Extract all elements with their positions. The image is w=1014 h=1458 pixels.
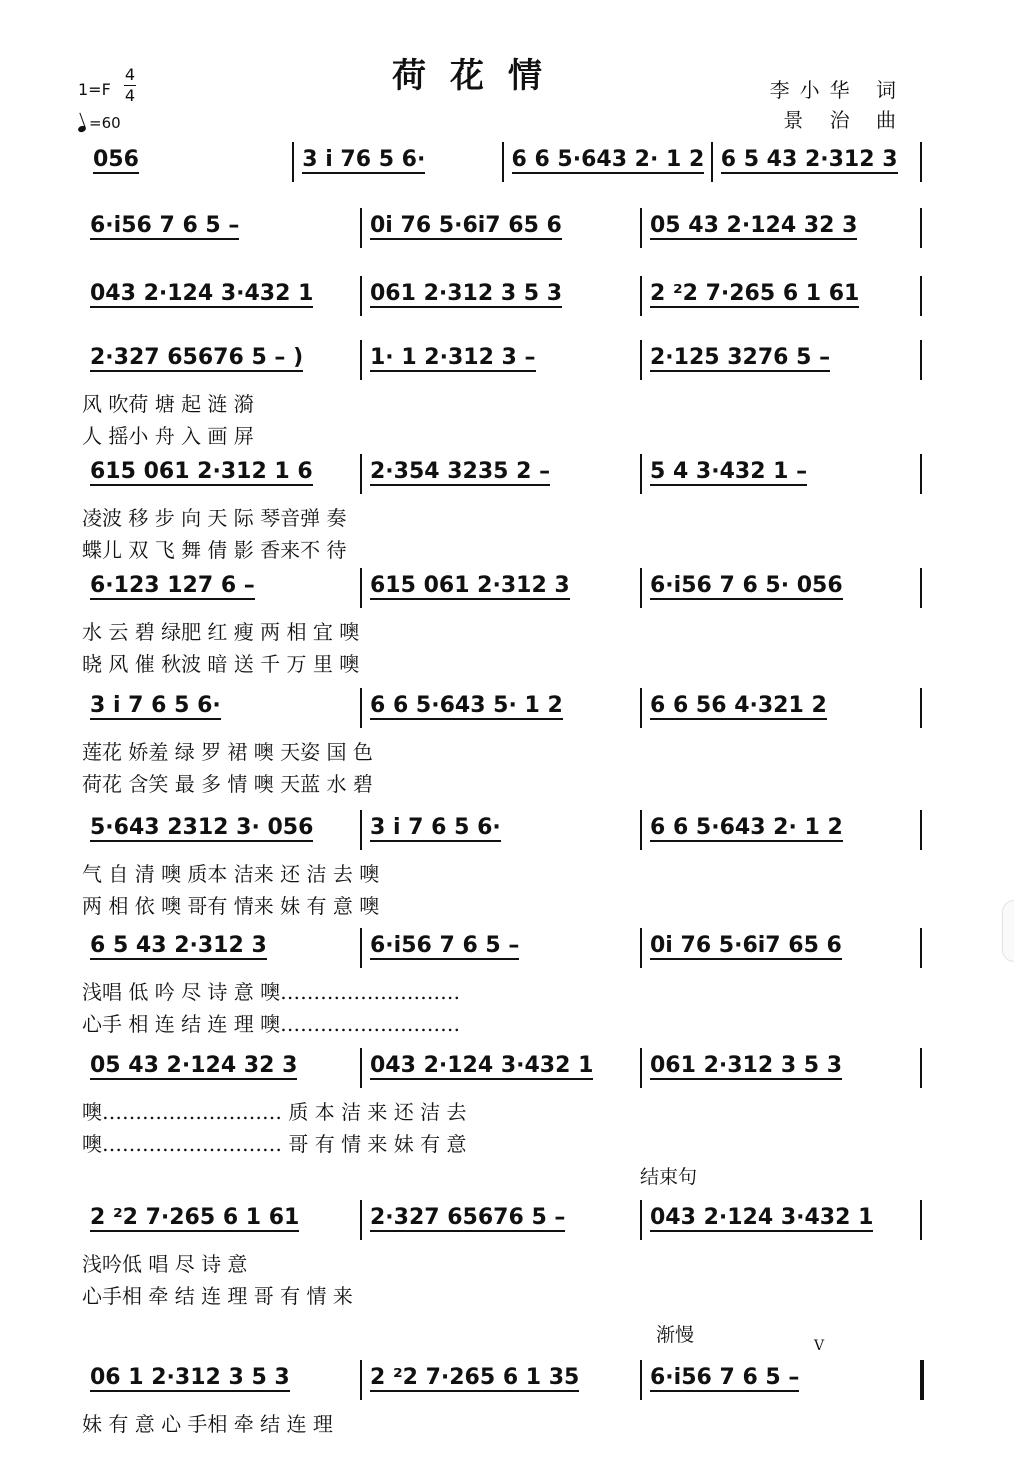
barline	[920, 688, 922, 728]
tempo-marking: =60	[78, 114, 121, 132]
measure-notes: 6 5 43 2·312 3	[90, 933, 267, 958]
notation-line	[82, 460, 922, 500]
barline	[920, 208, 922, 248]
notation-line	[82, 346, 922, 386]
barline	[640, 1200, 642, 1240]
lyric-line	[82, 1128, 922, 1158]
barline	[502, 142, 504, 182]
notation-line	[82, 282, 922, 322]
lyric-line	[82, 768, 922, 798]
measure-notes: 3 i 7 6 5 6·	[370, 815, 501, 840]
measure-notes: 6·i56 7 6 5 –	[90, 213, 240, 238]
lyric-text: 气 自 清 噢 质本 洁来 还 洁 去 噢	[82, 862, 380, 886]
notation-line	[82, 1366, 922, 1406]
lyric-line	[82, 1280, 922, 1310]
barline	[360, 1360, 362, 1400]
measure-notes: 043 2·124 3·432 1	[370, 1053, 594, 1078]
measure-notes: 3 i 7 6 5 6·	[90, 693, 221, 718]
measure-notes: 0i 76 5·6i7 65 6	[650, 933, 842, 958]
barline	[640, 208, 642, 248]
measure-notes: 3 i 76 5 6·	[302, 147, 426, 172]
measure-notes: 2·327 65676 5 – )	[90, 345, 304, 370]
barline	[640, 276, 642, 316]
lyric-text: 浅唱 低 吟 尽 诗 意 噢………………………	[82, 980, 461, 1004]
measure-notes: 6·i56 7 6 5 –	[370, 933, 520, 958]
measure-notes: 2 ²2 7·265 6 1 61	[90, 1205, 300, 1230]
notation-line	[82, 148, 922, 188]
notation-line	[82, 1206, 922, 1246]
key-signature: 1=F	[78, 80, 111, 99]
measure-notes: 6·123 127 6 –	[90, 573, 255, 598]
barline	[360, 1048, 362, 1088]
measure-notes: 6 6 5·643 2· 1 2	[650, 815, 843, 840]
measure-notes: 061 2·312 3 5 3	[650, 1053, 843, 1078]
measure-notes: 6 6 5·643 5· 1 2	[370, 693, 563, 718]
measure-notes: 05 43 2·124 32 3	[650, 213, 858, 238]
lyric-text: 人 摇小 舟 入 画 屏	[82, 424, 254, 448]
lyric-text: 蝶儿 双 飞 舞 倩 影 香来不 待	[82, 538, 347, 562]
lyric-text: 心手相 牵 结 连 理 哥 有 情 来	[82, 1284, 353, 1308]
measure-notes: 6 6 56 4·321 2	[650, 693, 827, 718]
lyric-line	[82, 388, 922, 418]
lyric-text: 水 云 碧 绿肥 红 瘦 两 相 宜 噢	[82, 620, 360, 644]
barline	[360, 454, 362, 494]
measure-notes: 056	[93, 147, 139, 172]
barline	[360, 928, 362, 968]
barline	[640, 454, 642, 494]
lyric-text: 浅吟低 唱 尽 诗 意	[82, 1252, 248, 1276]
measure-notes: 043 2·124 3·432 1	[90, 281, 314, 306]
barline	[920, 810, 922, 850]
measure-notes: 2·327 65676 5 –	[370, 1205, 566, 1230]
slowing-mark: 渐慢	[656, 1324, 695, 1346]
barline	[920, 1048, 922, 1088]
barline	[920, 142, 922, 182]
measure-notes: 06 1 2·312 3 5 3	[90, 1365, 290, 1390]
lyric-text: 噢……………………… 哥 有 情 来 妹 有 意	[82, 1132, 467, 1156]
barline	[360, 810, 362, 850]
song-title: 荷花情	[392, 56, 566, 96]
lyric-line	[82, 534, 922, 564]
measure-notes: 615 061 2·312 3	[370, 573, 570, 598]
barline	[920, 1360, 924, 1400]
lyric-text: 风 吹荷 塘 起 涟 漪	[82, 392, 254, 416]
lyric-line	[82, 648, 922, 678]
ending-mark: 结束句	[640, 1166, 698, 1188]
measure-notes: 6·i56 7 6 5· 056	[650, 573, 843, 598]
notation-line	[82, 934, 922, 974]
lyric-text: 心手 相 连 结 连 理 噢………………………	[82, 1012, 461, 1036]
barline	[360, 208, 362, 248]
measure-notes: 2 ²2 7·265 6 1 35	[370, 1365, 580, 1390]
measure-notes: 6 5 43 2·312 3	[720, 147, 898, 172]
time-signature: 4 4	[124, 65, 136, 105]
barline	[920, 568, 922, 608]
lyric-line	[82, 1408, 922, 1438]
barline	[920, 1200, 922, 1240]
barline	[920, 928, 922, 968]
breath-mark: V	[814, 1338, 825, 1354]
barline	[360, 568, 362, 608]
barline	[360, 340, 362, 380]
barline	[640, 1360, 642, 1400]
quarter-note-icon	[77, 125, 87, 133]
measure-notes: 2 ²2 7·265 6 1 61	[650, 281, 860, 306]
lyric-text: 妹 有 意 心 手相 牵 结 连 理	[82, 1412, 333, 1436]
lyric-line	[82, 1008, 922, 1038]
lyric-text: 荷花 含笑 最 多 情 噢 天蓝 水 碧	[82, 772, 373, 796]
barline	[360, 276, 362, 316]
barline	[640, 340, 642, 380]
measure-notes: 5·643 2312 3· 056	[90, 815, 314, 840]
barline	[640, 928, 642, 968]
measure-notes: 2·125 3276 5 –	[650, 345, 831, 370]
scroll-handle[interactable]	[1002, 900, 1014, 962]
measure-notes: 6 6 5·643 2· 1 2	[511, 147, 705, 172]
lyric-text: 两 相 依 噢 哥有 情来 妹 有 意 噢	[82, 894, 380, 918]
lyric-line	[82, 890, 922, 920]
barline	[640, 688, 642, 728]
barline	[920, 340, 922, 380]
barline	[640, 568, 642, 608]
lyric-line	[82, 1248, 922, 1278]
lyric-line	[82, 976, 922, 1006]
measure-notes: 05 43 2·124 32 3	[90, 1053, 298, 1078]
measure-notes: 043 2·124 3·432 1	[650, 1205, 874, 1230]
composer-credit: 景 治 曲	[783, 108, 906, 132]
measure-notes: 615 061 2·312 1 6	[90, 459, 313, 484]
lyric-text: 晓 风 催 秋波 暗 送 千 万 里 噢	[82, 652, 360, 676]
measure-notes: 6·i56 7 6 5 –	[650, 1365, 800, 1390]
lyric-line	[82, 420, 922, 450]
notation-line	[82, 816, 922, 856]
barline	[360, 1200, 362, 1240]
lyric-line	[82, 736, 922, 766]
lyric-text: 噢……………………… 质 本 洁 来 还 洁 去	[82, 1100, 467, 1124]
barline	[711, 142, 713, 182]
barline	[920, 454, 922, 494]
lyric-line	[82, 616, 922, 646]
lyric-text: 莲花 娇羞 绿 罗 裙 噢 天姿 国 色	[82, 740, 373, 764]
measure-notes: 061 2·312 3 5 3	[370, 281, 563, 306]
measure-notes: 5 4 3·432 1 –	[650, 459, 808, 484]
lyric-line	[82, 1096, 922, 1126]
barline	[292, 142, 294, 182]
barline	[640, 810, 642, 850]
measure-notes: 0i 76 5·6i7 65 6	[370, 213, 562, 238]
notation-line	[82, 694, 922, 734]
measure-notes: 1· 1 2·312 3 –	[370, 345, 536, 370]
notation-line	[82, 574, 922, 614]
notation-line	[82, 1054, 922, 1094]
barline	[920, 276, 922, 316]
measure-notes: 2·354 3235 2 –	[370, 459, 551, 484]
barline	[640, 1048, 642, 1088]
barline	[360, 688, 362, 728]
lyric-line	[82, 502, 922, 532]
lyricist-credit: 李小华 词	[769, 78, 906, 102]
lyric-text: 凌波 移 步 向 天 际 琴音弹 奏	[82, 506, 347, 530]
lyric-line	[82, 858, 922, 888]
notation-line	[82, 214, 922, 254]
